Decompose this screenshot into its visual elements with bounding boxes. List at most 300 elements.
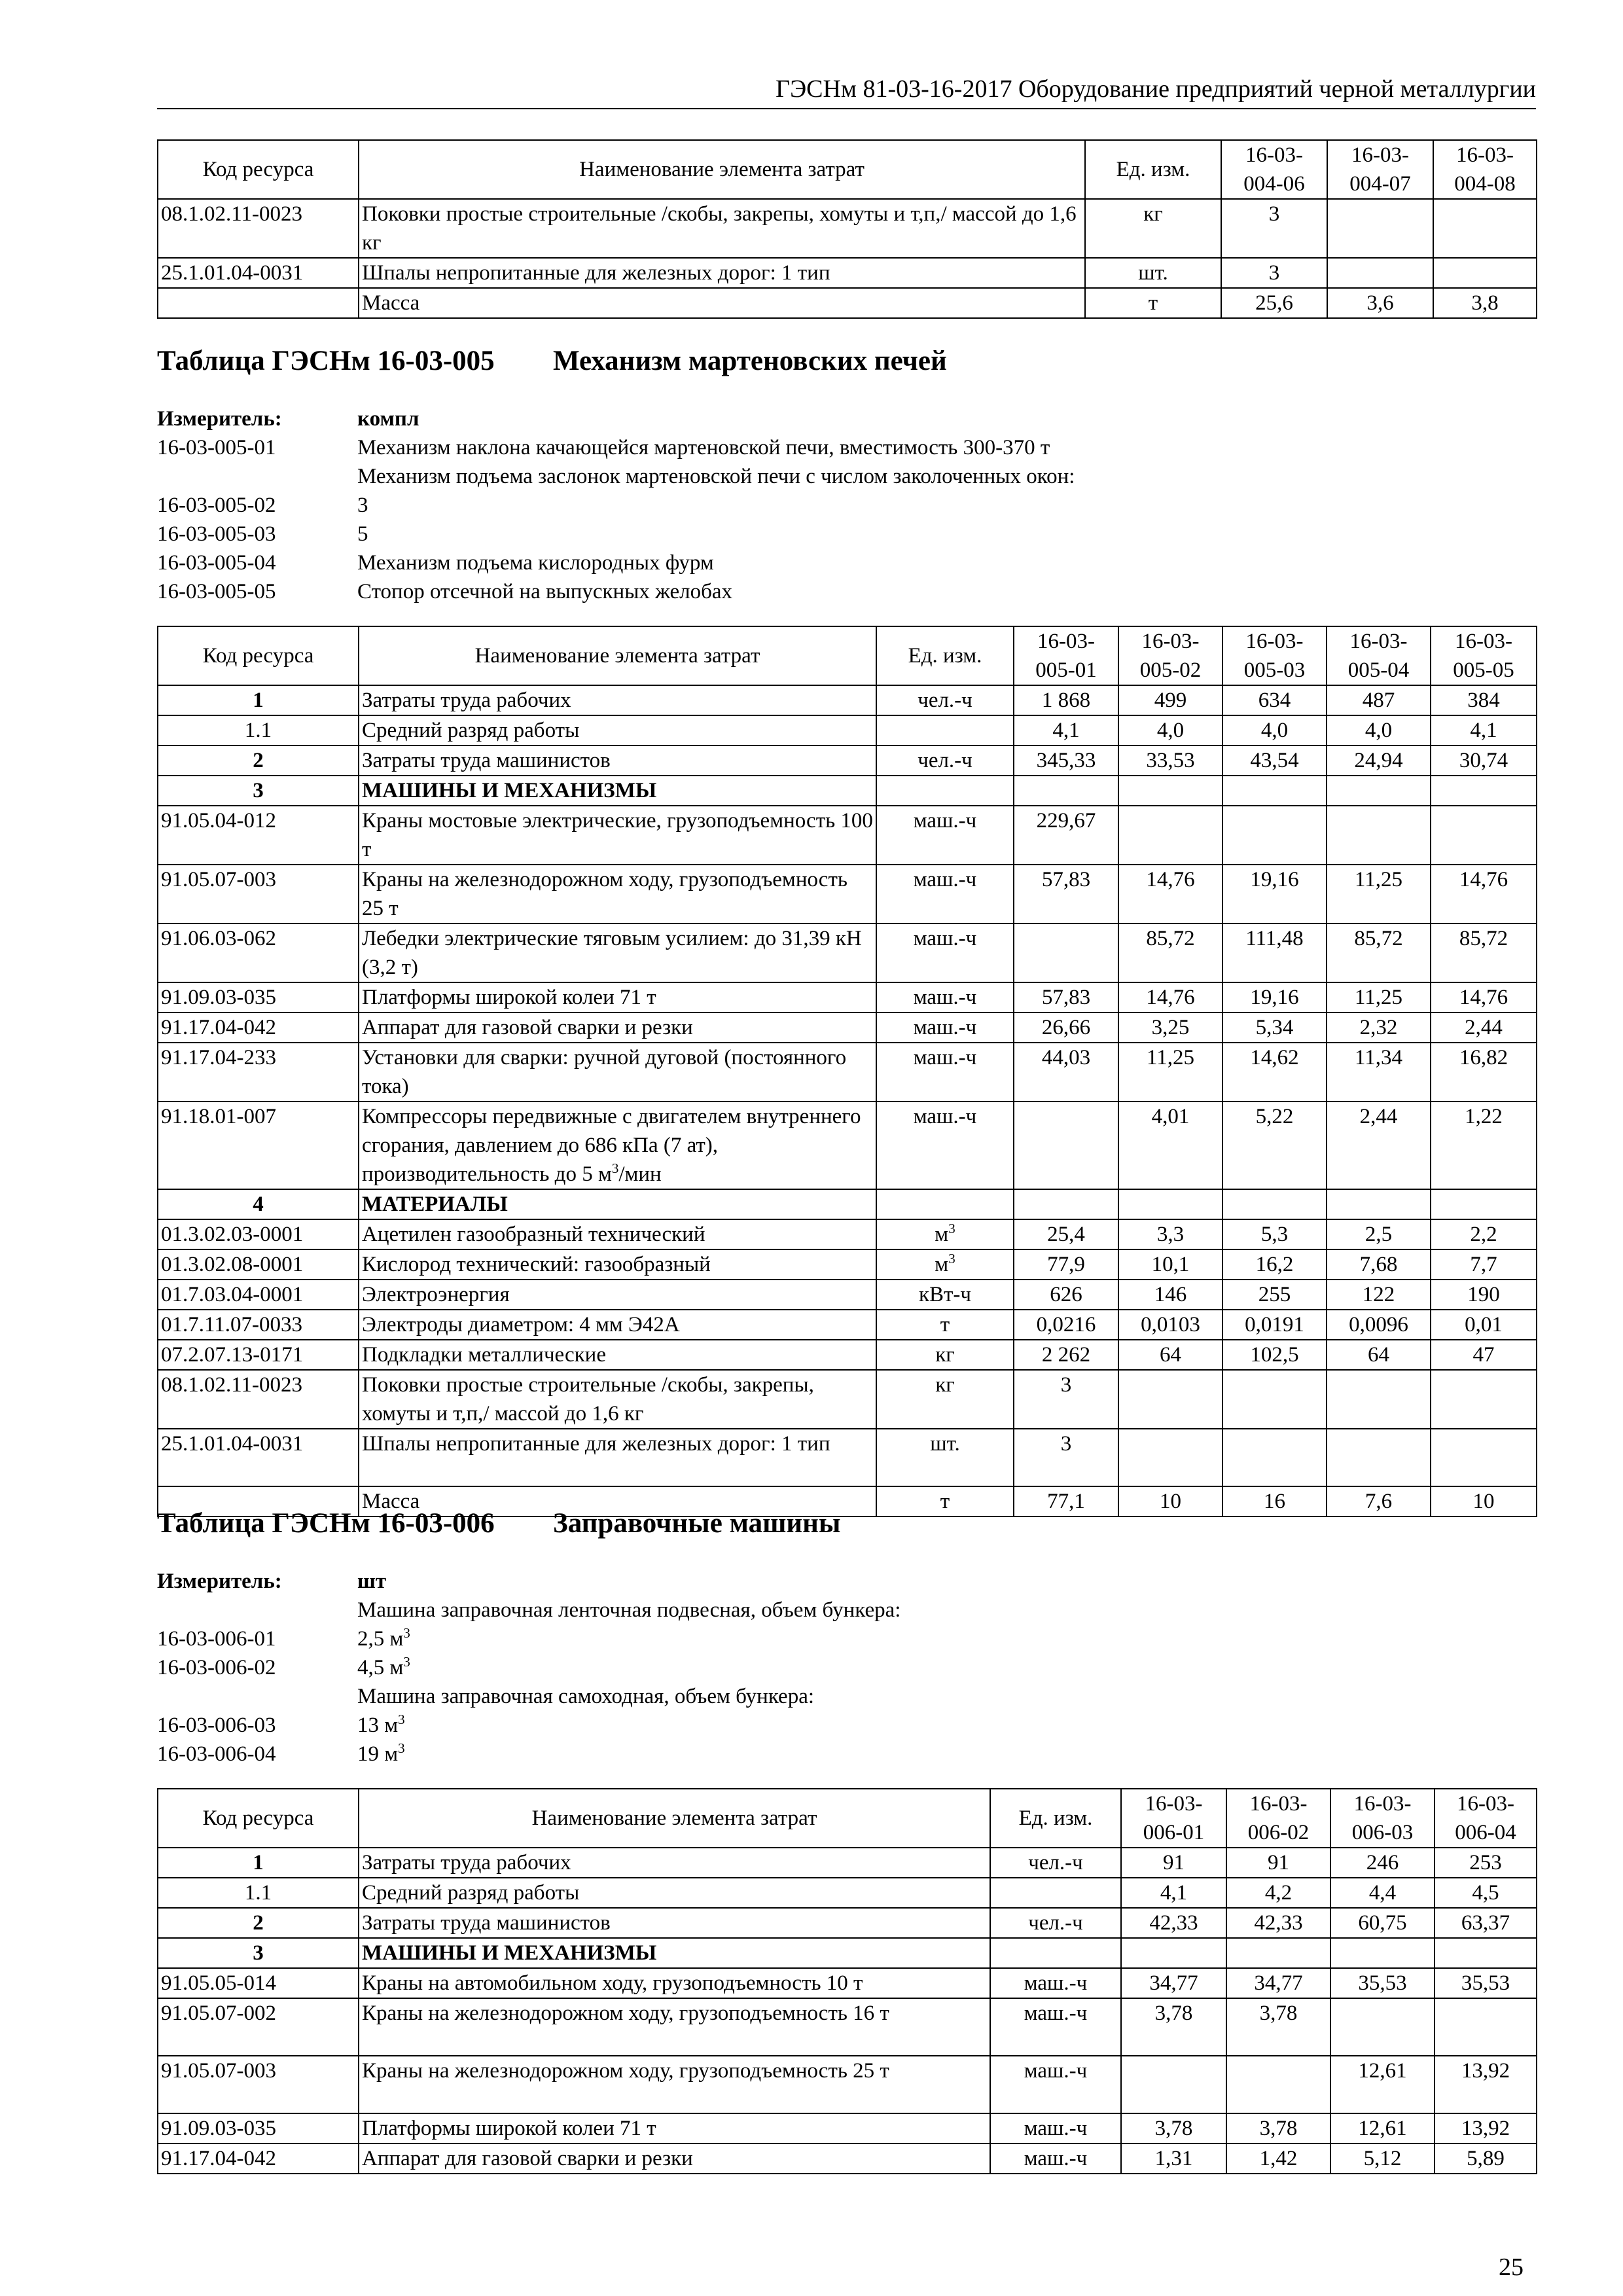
table-row — [158, 288, 1537, 318]
value-cell: 190 — [1431, 1280, 1537, 1310]
resource-code-cell — [158, 288, 359, 318]
section-005-measures — [157, 404, 1400, 606]
measure-unit: шт — [357, 1570, 387, 1593]
resource-code-cell: 91.05.07-002 — [158, 1998, 359, 2056]
table-row — [158, 1429, 1537, 1486]
cost-item-cell: МАТЕРИАЛЫ — [359, 1189, 876, 1219]
column-header: Ед. изм. — [990, 1789, 1121, 1848]
value-cell — [1431, 1189, 1537, 1219]
resource-code-cell: 25.1.01.04-0031 — [158, 258, 359, 288]
resource-code-cell: 1.1 — [158, 715, 359, 745]
value-cell — [1121, 2056, 1226, 2113]
norm-code: 16-03-005-01 — [157, 436, 276, 459]
column-header: 16-03- 004-07 — [1327, 140, 1433, 199]
running-header: ГЭСНм 81-03-16-2017 Оборудование предприятий черной металлургии — [776, 75, 1536, 103]
unit-cell — [990, 1938, 1121, 1968]
resource-code-cell: 25.1.01.04-0031 — [158, 1429, 359, 1486]
value-cell — [1226, 1938, 1330, 1968]
value-cell: 1 868 — [1014, 685, 1118, 715]
value-cell: 3,78 — [1226, 2113, 1330, 2144]
norm-code: 16-03-006-04 — [157, 1742, 276, 1766]
value-cell: 57,83 — [1014, 982, 1118, 1013]
column-header: 16-03- 004-06 — [1221, 140, 1327, 199]
value-cell: 255 — [1222, 1280, 1327, 1310]
cost-item-cell: Затраты труда рабочих — [359, 1848, 990, 1878]
value-cell: 0,01 — [1431, 1310, 1537, 1340]
table-row — [158, 2144, 1537, 2174]
value-cell: 64 — [1327, 1340, 1431, 1370]
value-cell: 11,34 — [1327, 1043, 1431, 1102]
resource-code-cell: 4 — [158, 1189, 359, 1219]
value-cell: 2,32 — [1327, 1013, 1431, 1043]
page-number: 25 — [1499, 2253, 1524, 2281]
value-cell — [1327, 199, 1433, 258]
value-cell — [1330, 1998, 1435, 2056]
value-cell — [1431, 1429, 1537, 1486]
value-cell — [1327, 1189, 1431, 1219]
resource-code-cell: 01.3.02.08-0001 — [158, 1249, 359, 1280]
value-cell: 4,2 — [1226, 1878, 1330, 1908]
norm-description: 13 $м^3$ — [357, 1712, 405, 1737]
value-cell: 3,78 — [1121, 1998, 1226, 2056]
norm-description: 2,5 $м^3$ — [357, 1625, 410, 1651]
value-cell: 122 — [1327, 1280, 1431, 1310]
section-005-title — [157, 343, 947, 380]
cost-item-cell: Средний разряд работы — [359, 715, 876, 745]
norm-code: 16-03-006-01 — [157, 1627, 276, 1651]
norm-item — [157, 491, 1400, 520]
norm-description: 3 — [357, 493, 368, 517]
table-row — [158, 199, 1537, 258]
table-row — [158, 1013, 1537, 1043]
value-cell: 5,22 — [1222, 1102, 1327, 1189]
section-006-title — [157, 1505, 841, 1542]
value-cell: 4,01 — [1118, 1102, 1222, 1189]
table-row — [158, 715, 1537, 745]
value-cell — [1118, 776, 1222, 806]
value-cell: 12,61 — [1330, 2113, 1435, 2144]
norm-code: 16-03-005-04 — [157, 551, 276, 575]
measure-unit-row — [157, 404, 1400, 433]
cost-item-cell: Аппарат для газовой сварки и резки — [359, 1013, 876, 1043]
value-cell: 14,76 — [1118, 982, 1222, 1013]
value-cell: 3 — [1014, 1429, 1118, 1486]
cost-item-cell: Поковки простые строительные /скобы, закрепы, хомуты и т,п,/ массой до 1,6 кг — [359, 1370, 876, 1429]
table-name: Механизм мартеновских печей — [553, 346, 947, 376]
resource-code-cell: 01.3.02.03-0001 — [158, 1219, 359, 1249]
value-cell: 11,25 — [1327, 865, 1431, 924]
value-cell: 3,6 — [1327, 288, 1433, 318]
cost-item-cell: Затраты труда машинистов — [359, 1908, 990, 1938]
resource-code-cell: 91.06.03-062 — [158, 924, 359, 982]
unit-cell: т — [876, 1486, 1014, 1516]
column-header: 16-03- 006-01 — [1121, 1789, 1226, 1848]
table-row — [158, 1219, 1537, 1249]
norm-description: Механизм подъема кислородных фурм — [357, 551, 714, 575]
norm-item — [157, 520, 1400, 548]
unit-cell: маш.-ч — [876, 924, 1014, 982]
value-cell: 2,5 — [1327, 1219, 1431, 1249]
unit-cell: маш.-ч — [990, 2144, 1121, 2174]
cost-item-cell: Масса — [359, 1486, 876, 1516]
value-cell: 2,2 — [1431, 1219, 1537, 1249]
value-cell — [1431, 776, 1537, 806]
column-header: 16-03- 005-02 — [1118, 626, 1222, 685]
unit-cell: маш.-ч — [876, 865, 1014, 924]
section-006-measures — [157, 1567, 1400, 1768]
resource-code-cell: 91.05.05-014 — [158, 1968, 359, 1998]
value-cell: 5,89 — [1435, 2144, 1537, 2174]
cost-item-cell: Подкладки металлические — [359, 1340, 876, 1370]
cost-item-cell: Шпалы непропитанные для железных дорог: 1 тип — [359, 258, 1085, 288]
table-row — [158, 258, 1537, 288]
value-cell: 384 — [1431, 685, 1537, 715]
value-cell: 11,25 — [1118, 1043, 1222, 1102]
unit-cell: шт. — [876, 1429, 1014, 1486]
resource-code-cell: 91.05.07-003 — [158, 865, 359, 924]
resource-code-cell: 1 — [158, 1848, 359, 1878]
value-cell: 7,7 — [1431, 1249, 1537, 1280]
unit-cell: $м^3$ — [876, 1219, 1014, 1249]
norm-description: 19 $м^3$ — [357, 1740, 405, 1766]
value-cell — [1121, 1938, 1226, 1968]
column-header: 16-03- 006-03 — [1330, 1789, 1435, 1848]
resource-code-cell: 2 — [158, 745, 359, 776]
norm-item — [157, 433, 1400, 462]
column-header: 16-03- 006-02 — [1226, 1789, 1330, 1848]
table-row — [158, 924, 1537, 982]
value-cell: 11,25 — [1327, 982, 1431, 1013]
value-cell — [1330, 1938, 1435, 1968]
value-cell — [1226, 2056, 1330, 2113]
unit-cell: кг — [876, 1370, 1014, 1429]
value-cell: 5,12 — [1330, 2144, 1435, 2174]
table-row — [158, 776, 1537, 806]
cost-item-cell: Электроды диаметром: 4 мм Э42А — [359, 1310, 876, 1340]
value-cell: 3 — [1221, 258, 1327, 288]
cost-item-cell: Установки для сварки: ручной дуговой (постоянного тока) — [359, 1043, 876, 1102]
column-header: Наименование элемента затрат — [359, 1789, 990, 1848]
resource-code-cell: 1 — [158, 685, 359, 715]
table-row — [158, 1938, 1537, 1968]
value-cell: 10 — [1431, 1486, 1537, 1516]
norm-item — [157, 1653, 1400, 1682]
column-header: 16-03- 005-05 — [1431, 626, 1537, 685]
measure-unit-row — [157, 1567, 1400, 1596]
value-cell: 30,74 — [1431, 745, 1537, 776]
column-header: 16-03- 005-01 — [1014, 626, 1118, 685]
value-cell: 4,0 — [1222, 715, 1327, 745]
value-cell: 85,72 — [1327, 924, 1431, 982]
value-cell — [1435, 1998, 1537, 2056]
value-cell: 42,33 — [1121, 1908, 1226, 1938]
unit-cell: маш.-ч — [876, 1013, 1014, 1043]
value-cell: 85,72 — [1118, 924, 1222, 982]
value-cell: 19,16 — [1222, 982, 1327, 1013]
resource-code-cell: 91.05.07-003 — [158, 2056, 359, 2113]
cost-item-cell: Шпалы непропитанные для железных дорог: 1 тип — [359, 1429, 876, 1486]
value-cell: 19,16 — [1222, 865, 1327, 924]
cost-item-cell: МАШИНЫ И МЕХАНИЗМЫ — [359, 776, 876, 806]
column-header: 16-03- 006-04 — [1435, 1789, 1537, 1848]
norm-code: 16-03-005-02 — [157, 493, 276, 517]
value-cell: 16,82 — [1431, 1043, 1537, 1102]
unit-cell: кг — [1085, 199, 1221, 258]
value-cell: 64 — [1118, 1340, 1222, 1370]
value-cell — [1327, 1429, 1431, 1486]
value-cell: 499 — [1118, 685, 1222, 715]
cost-item-cell: Краны на железнодорожном ходу, грузоподъемность 25 т — [359, 2056, 990, 2113]
norm-item — [157, 1711, 1400, 1740]
value-cell — [1222, 1429, 1327, 1486]
value-cell — [1327, 1370, 1431, 1429]
value-cell — [1118, 1370, 1222, 1429]
unit-cell: кг — [876, 1340, 1014, 1370]
norm-code: 16-03-006-02 — [157, 1656, 276, 1679]
table-row — [158, 1043, 1537, 1102]
value-cell: 3,25 — [1118, 1013, 1222, 1043]
resource-code-cell: 3 — [158, 776, 359, 806]
column-header: Ед. изм. — [1085, 140, 1221, 199]
table-row — [158, 1370, 1537, 1429]
unit-cell — [990, 1878, 1121, 1908]
value-cell: 345,33 — [1014, 745, 1118, 776]
value-cell: 42,33 — [1226, 1908, 1330, 1938]
value-cell: 14,62 — [1222, 1043, 1327, 1102]
unit-cell: маш.-ч — [876, 1102, 1014, 1189]
unit-cell: кВт-ч — [876, 1280, 1014, 1310]
value-cell: 2 262 — [1014, 1340, 1118, 1370]
table-row — [158, 1908, 1537, 1938]
unit-cell: маш.-ч — [990, 1968, 1121, 1998]
value-cell: 16 — [1222, 1486, 1327, 1516]
value-cell: 91 — [1226, 1848, 1330, 1878]
unit-cell: т — [1085, 288, 1221, 318]
value-cell: 35,53 — [1435, 1968, 1537, 1998]
resource-code-cell: 01.7.03.04-0001 — [158, 1280, 359, 1310]
value-cell: 4,1 — [1014, 715, 1118, 745]
value-cell: 626 — [1014, 1280, 1118, 1310]
table-row — [158, 745, 1537, 776]
norm-item — [157, 548, 1400, 577]
cost-item-cell: Средний разряд работы — [359, 1878, 990, 1908]
unit-cell: $м^3$ — [876, 1249, 1014, 1280]
value-cell: 35,53 — [1330, 1968, 1435, 1998]
value-cell — [1222, 1189, 1327, 1219]
value-cell: 25,6 — [1221, 288, 1327, 318]
value-cell: 24,94 — [1327, 745, 1431, 776]
table-004-tail — [157, 139, 1537, 319]
unit-cell — [876, 715, 1014, 745]
norm-item — [157, 462, 1400, 491]
table-header-row — [158, 140, 1537, 199]
table-row — [158, 1280, 1537, 1310]
table-row — [158, 865, 1537, 924]
value-cell — [1435, 1938, 1537, 1968]
cost-item-cell: Краны на железнодорожном ходу, грузоподъемность 16 т — [359, 1998, 990, 2056]
table-number: Таблица ГЭСНм 16-03-005 — [157, 346, 495, 376]
unit-cell: маш.-ч — [876, 982, 1014, 1013]
table-row — [158, 1249, 1537, 1280]
value-cell: 4,1 — [1121, 1878, 1226, 1908]
header-rule — [157, 108, 1536, 109]
value-cell: 85,72 — [1431, 924, 1537, 982]
cost-item-cell: Платформы широкой колеи 71 т — [359, 982, 876, 1013]
value-cell: 4,4 — [1330, 1878, 1435, 1908]
table-row — [158, 806, 1537, 865]
cost-item-cell: Ацетилен газообразный технический — [359, 1219, 876, 1249]
value-cell: 3,78 — [1226, 1998, 1330, 2056]
cost-item-cell: Краны на железнодорожном ходу, грузоподъемность 25 т — [359, 865, 876, 924]
value-cell: 34,77 — [1226, 1968, 1330, 1998]
table-row — [158, 1968, 1537, 1998]
resource-code-cell: 91.17.04-233 — [158, 1043, 359, 1102]
resource-code-cell: 91.09.03-035 — [158, 982, 359, 1013]
value-cell: 146 — [1118, 1280, 1222, 1310]
table-row — [158, 1102, 1537, 1189]
value-cell: 13,92 — [1435, 2056, 1537, 2113]
table-header-row — [158, 1789, 1537, 1848]
norm-item — [157, 1740, 1400, 1768]
value-cell: 0,0103 — [1118, 1310, 1222, 1340]
cost-item-cell: Затраты труда машинистов — [359, 745, 876, 776]
value-cell: 57,83 — [1014, 865, 1118, 924]
value-cell: 77,9 — [1014, 1249, 1118, 1280]
value-cell — [1327, 806, 1431, 865]
norm-item — [157, 1682, 1400, 1711]
value-cell — [1222, 1370, 1327, 1429]
cost-item-cell: Краны на автомобильном ходу, грузоподъемность 10 т — [359, 1968, 990, 1998]
value-cell: 14,76 — [1431, 865, 1537, 924]
unit-cell: маш.-ч — [990, 1998, 1121, 2056]
table-row — [158, 685, 1537, 715]
cost-item-cell: Затраты труда рабочих — [359, 685, 876, 715]
value-cell: 91 — [1121, 1848, 1226, 1878]
table-row — [158, 1340, 1537, 1370]
norm-description: Стопор отсечной на выпускных желобах — [357, 580, 733, 603]
measure-label: Измеритель: — [157, 1570, 282, 1593]
unit-cell: маш.-ч — [876, 806, 1014, 865]
value-cell: 25,4 — [1014, 1219, 1118, 1249]
cost-item-cell: Электроэнергия — [359, 1280, 876, 1310]
unit-cell: чел.-ч — [990, 1908, 1121, 1938]
unit-cell: маш.-ч — [990, 2056, 1121, 2113]
value-cell — [1433, 258, 1537, 288]
norm-code: 16-03-005-03 — [157, 522, 276, 546]
cost-item-cell: Компрессоры передвижные с двигателем внутреннего сгорания, давлением до 686 кПа (7 ат), производительность до 5 $м^3$/мин — [359, 1102, 876, 1189]
value-cell — [1327, 258, 1433, 288]
resource-code-cell: 1.1 — [158, 1878, 359, 1908]
value-cell: 5,3 — [1222, 1219, 1327, 1249]
value-cell: 3 — [1014, 1370, 1118, 1429]
resource-code-cell: 01.7.11.07-0033 — [158, 1310, 359, 1340]
norm-description: Машина заправочная самоходная, объем бункера: — [357, 1685, 815, 1708]
column-header: 16-03- 005-04 — [1327, 626, 1431, 685]
norm-code: 16-03-006-03 — [157, 1713, 276, 1737]
table-row — [158, 1189, 1537, 1219]
unit-cell: маш.-ч — [876, 1043, 1014, 1102]
norm-description: Механизм наклона качающейся мартеновской печи, вместимость 300-370 т — [357, 436, 1050, 459]
value-cell: 7,6 — [1327, 1486, 1431, 1516]
value-cell: 102,5 — [1222, 1340, 1327, 1370]
cost-item-cell: Платформы широкой колеи 71 т — [359, 2113, 990, 2144]
cost-item-cell: Лебедки электрические тяговым усилием: до 31,39 кН (3,2 т) — [359, 924, 876, 982]
column-header: Код ресурса — [158, 1789, 359, 1848]
value-cell: 0,0191 — [1222, 1310, 1327, 1340]
value-cell: 0,0216 — [1014, 1310, 1118, 1340]
norm-item — [157, 1624, 1400, 1653]
norm-description: Механизм подъема заслонок мартеновской печи с числом заколоченных окон: — [357, 465, 1075, 488]
value-cell — [1222, 776, 1327, 806]
value-cell — [1014, 924, 1118, 982]
cost-item-cell: Масса — [359, 288, 1085, 318]
value-cell: 12,61 — [1330, 2056, 1435, 2113]
column-header: 16-03- 005-03 — [1222, 626, 1327, 685]
resource-code-cell: 91.09.03-035 — [158, 2113, 359, 2144]
column-header: Наименование элемента затрат — [359, 140, 1085, 199]
value-cell: 634 — [1222, 685, 1327, 715]
table-row — [158, 982, 1537, 1013]
resource-code-cell: 3 — [158, 1938, 359, 1968]
unit-cell: чел.-ч — [990, 1848, 1121, 1878]
value-cell: 63,37 — [1435, 1908, 1537, 1938]
table-row — [158, 1878, 1537, 1908]
value-cell: 14,76 — [1118, 865, 1222, 924]
value-cell — [1222, 806, 1327, 865]
value-cell: 47 — [1431, 1340, 1537, 1370]
value-cell: 5,34 — [1222, 1013, 1327, 1043]
value-cell: 0,0096 — [1327, 1310, 1431, 1340]
cost-item-cell: МАШИНЫ И МЕХАНИЗМЫ — [359, 1938, 990, 1968]
measure-label: Измеритель: — [157, 407, 282, 431]
unit-cell: чел.-ч — [876, 685, 1014, 715]
table-number: Таблица ГЭСНм 16-03-006 — [157, 1508, 495, 1539]
value-cell: 77,1 — [1014, 1486, 1118, 1516]
resource-code-cell: 91.17.04-042 — [158, 2144, 359, 2174]
unit-cell: т — [876, 1310, 1014, 1340]
table-header-row — [158, 626, 1537, 685]
table-006 — [157, 1788, 1537, 2174]
value-cell: 1,22 — [1431, 1102, 1537, 1189]
cost-item-cell: Кислород технический: газообразный — [359, 1249, 876, 1280]
unit-cell — [876, 1189, 1014, 1219]
value-cell: 13,92 — [1435, 2113, 1537, 2144]
value-cell — [1431, 1370, 1537, 1429]
value-cell: 4,0 — [1327, 715, 1431, 745]
value-cell — [1431, 806, 1537, 865]
measure-unit: компл — [357, 407, 419, 431]
value-cell — [1327, 776, 1431, 806]
table-row — [158, 2056, 1537, 2113]
table-row — [158, 1998, 1537, 2056]
value-cell: 4,1 — [1431, 715, 1537, 745]
value-cell — [1014, 776, 1118, 806]
value-cell: 14,76 — [1431, 982, 1537, 1013]
value-cell: 1,31 — [1121, 2144, 1226, 2174]
value-cell: 2,44 — [1431, 1013, 1537, 1043]
value-cell: 60,75 — [1330, 1908, 1435, 1938]
value-cell: 33,53 — [1118, 745, 1222, 776]
table-005 — [157, 626, 1537, 1517]
value-cell: 1,42 — [1226, 2144, 1330, 2174]
table-name: Заправочные машины — [553, 1508, 841, 1539]
cost-item-cell: Аппарат для газовой сварки и резки — [359, 2144, 990, 2174]
value-cell: 7,68 — [1327, 1249, 1431, 1280]
column-header: Код ресурса — [158, 140, 359, 199]
column-header: Ед. изм. — [876, 626, 1014, 685]
value-cell — [1118, 1429, 1222, 1486]
value-cell: 111,48 — [1222, 924, 1327, 982]
